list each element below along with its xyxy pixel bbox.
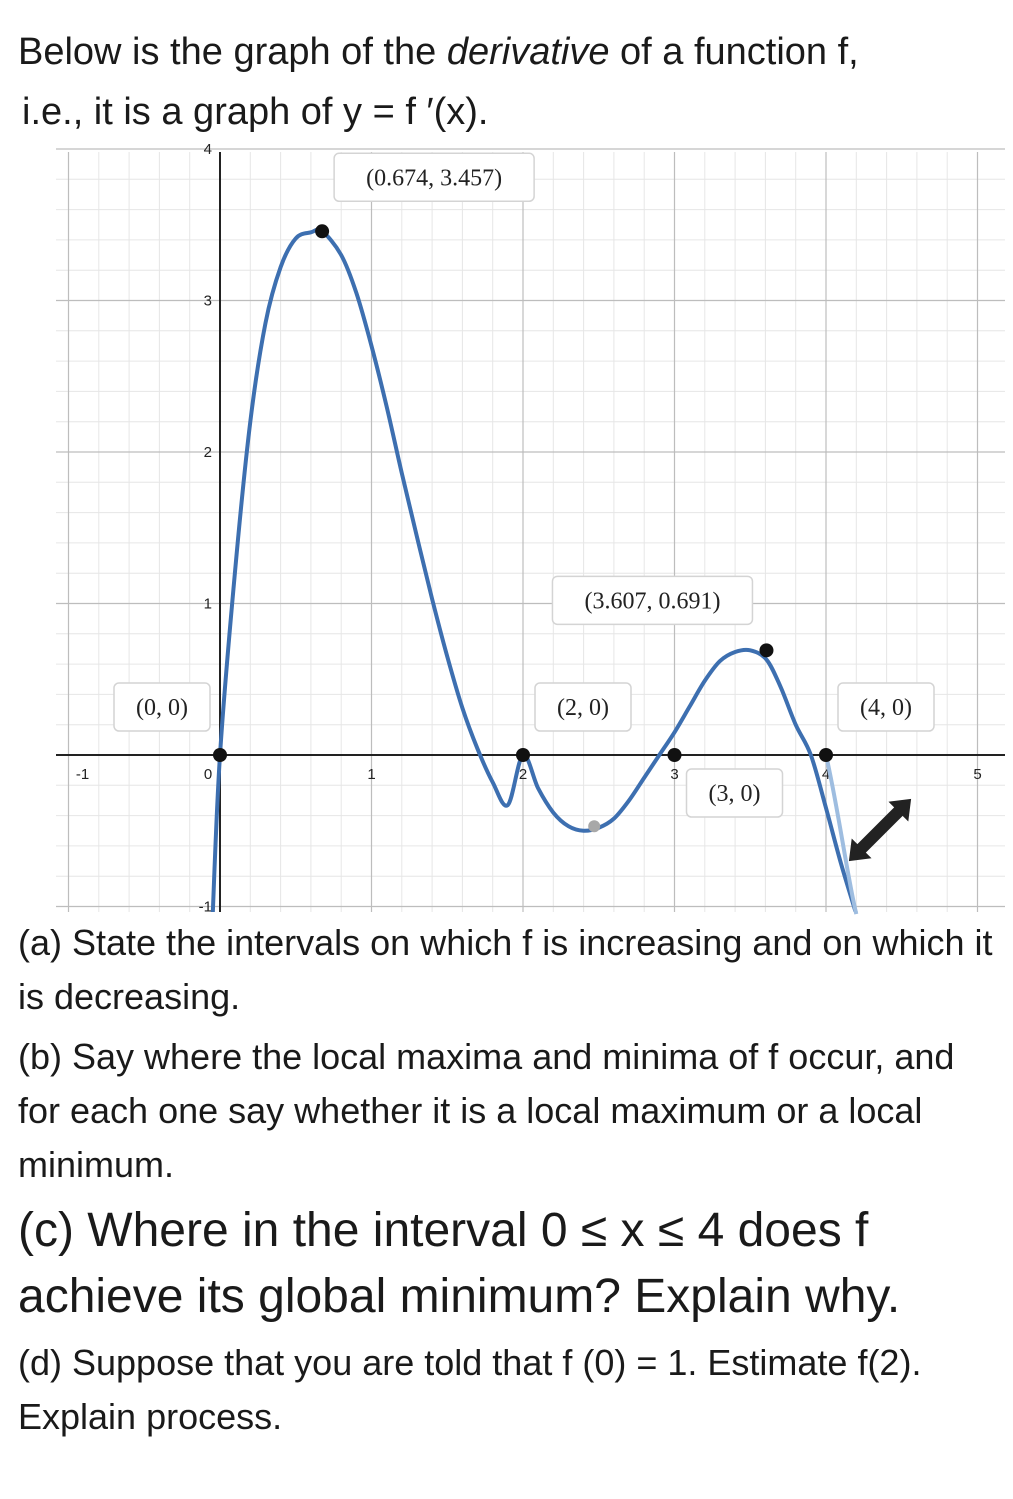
point-label: (3.607, 0.691)	[584, 588, 721, 615]
y-tick-label: 4	[203, 141, 212, 158]
x-tick-label: 1	[367, 766, 376, 783]
question-a: (a) State the intervals on which f is increasing and on which it is decreasing.	[18, 922, 993, 1017]
data-point	[668, 748, 682, 762]
data-point	[759, 643, 773, 657]
intro-line2: i.e., it is a graph of y = f ′(x).	[22, 91, 489, 133]
point-label: (3, 0)	[708, 781, 761, 807]
data-point	[819, 748, 833, 762]
intro-line1-post: of a function f,	[609, 31, 859, 73]
point-label: (4, 0)	[860, 695, 912, 721]
x-tick-label: 0	[203, 766, 213, 783]
point-label: (2, 0)	[557, 695, 609, 721]
x-tick-label: 4	[821, 766, 831, 783]
data-point	[516, 748, 530, 762]
question-b: (b) Say where the local maxima and minima of f occur, and for each one say whether it is a local maximum or a local minimum.	[18, 1036, 955, 1185]
x-tick-label: 5	[973, 766, 982, 783]
question-c: (c) Where in the interval 0 ≤ x ≤ 4 does f achieve its global minimum? Explain why.	[18, 1204, 901, 1323]
question-d: (d) Suppose that you are told that f (0) = 1. Estimate f(2). Explain process.	[18, 1342, 922, 1437]
x-tick-label: -1	[75, 766, 90, 783]
point-label: (0, 0)	[136, 695, 188, 721]
x-tick-label: 2	[518, 766, 528, 783]
y-tick-label: 1	[203, 595, 212, 613]
series-tail	[826, 755, 856, 914]
x-tick-label: 3	[670, 766, 679, 783]
derivative-graph[interactable]	[0, 140, 1013, 920]
minimum-marker	[588, 820, 600, 832]
resize-arrows-icon[interactable]	[839, 789, 921, 871]
data-point	[315, 224, 329, 238]
intro-line1-pre: Below is the graph of the	[18, 31, 447, 73]
point-label: (0.674, 3.457)	[366, 165, 503, 192]
y-tick-label: 3	[203, 292, 212, 310]
data-point	[213, 748, 227, 762]
y-tick-label: -1	[198, 898, 212, 916]
y-tick-label: 2	[203, 444, 212, 461]
intro-emphasis: derivative	[446, 31, 610, 73]
intro-text	[18, 22, 1003, 142]
